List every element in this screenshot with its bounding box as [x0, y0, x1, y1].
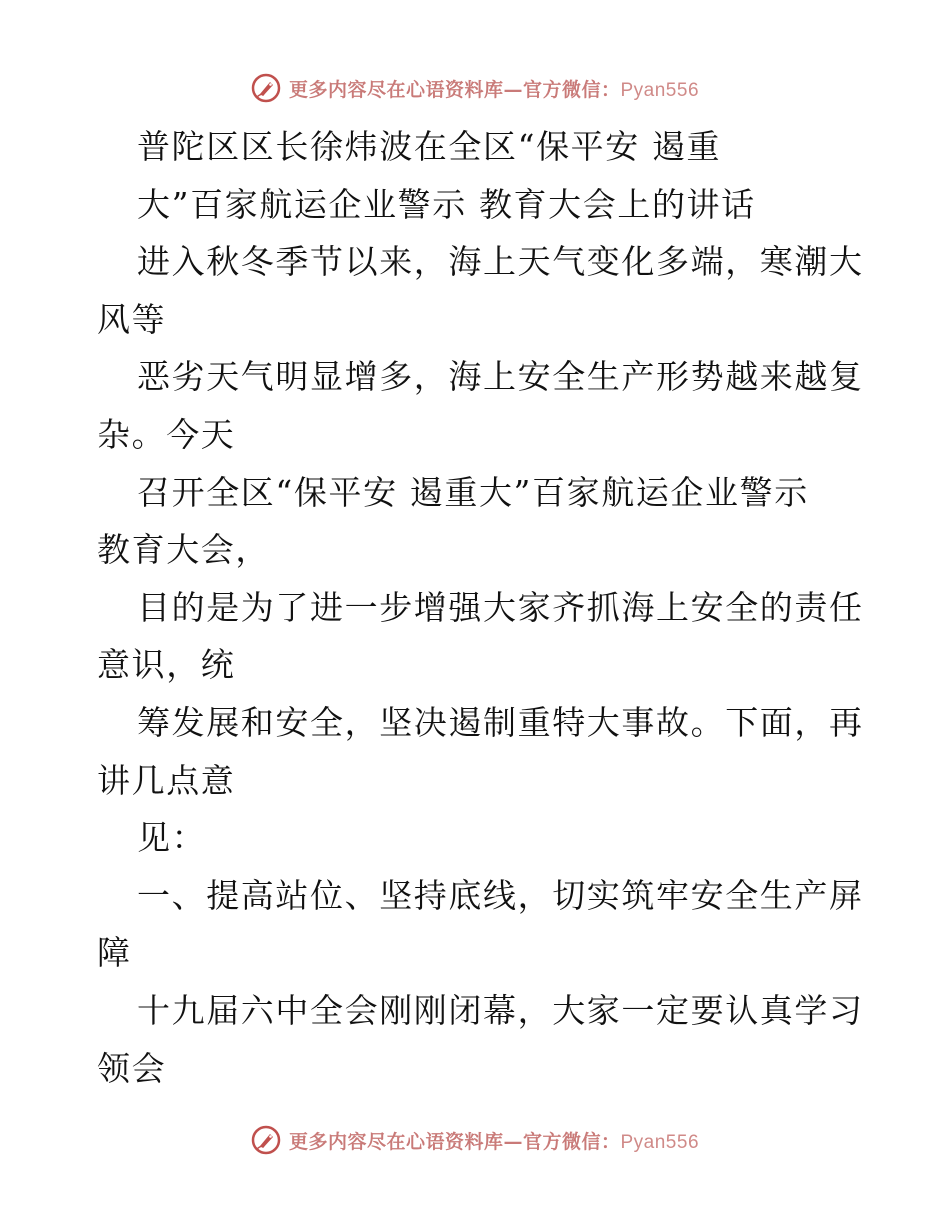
watermark-text: 更多内容尽在心语资料库—官方微信：Pyan556	[288, 1130, 700, 1153]
text-line: 障	[97, 933, 132, 973]
text-line: 十九届六中全会刚刚闭幕，大家一定要认真学习	[137, 990, 864, 1030]
text-line: 召开全区“保平安 遏重大”百家航运企业警示	[137, 472, 809, 512]
text-line: 普陀区区长徐炜波在全区“保平安 遏重	[137, 127, 722, 166]
text-line: 目的是为了进一步增强大家齐抓海上安全的责任	[137, 587, 864, 627]
pen-nib-circle-icon	[251, 73, 281, 103]
text-line: 进入秋冬季节以来，海上天气变化多端，寒潮大	[137, 242, 864, 282]
text-line: 领会	[97, 1048, 167, 1088]
header-watermark	[0, 70, 950, 106]
document-body	[97, 118, 864, 1097]
text-line: 讲几点意	[97, 760, 236, 800]
text-line: 风等	[97, 299, 167, 339]
watermark-text: 更多内容尽在心语资料库—官方微信：Pyan556	[288, 78, 700, 101]
footer-watermark	[0, 1122, 950, 1158]
text-line: 一、提高站位、坚持底线，切实筑牢安全生产屏	[137, 875, 864, 915]
text-line: 恶劣天气明显增多，海上安全生产形势越来越复	[137, 357, 864, 397]
text-line: 见：	[137, 818, 207, 858]
text-line: 筹发展和安全，坚决遏制重特大事故。下面，再	[137, 702, 864, 742]
text-line: 杂。今天	[97, 414, 236, 454]
text-line: 教育大会，	[97, 530, 270, 570]
text-line: 大”百家航运企业警示 教育大会上的讲话	[137, 184, 756, 224]
pen-nib-circle-icon	[251, 1125, 281, 1155]
text-line: 意识，统	[97, 645, 236, 685]
